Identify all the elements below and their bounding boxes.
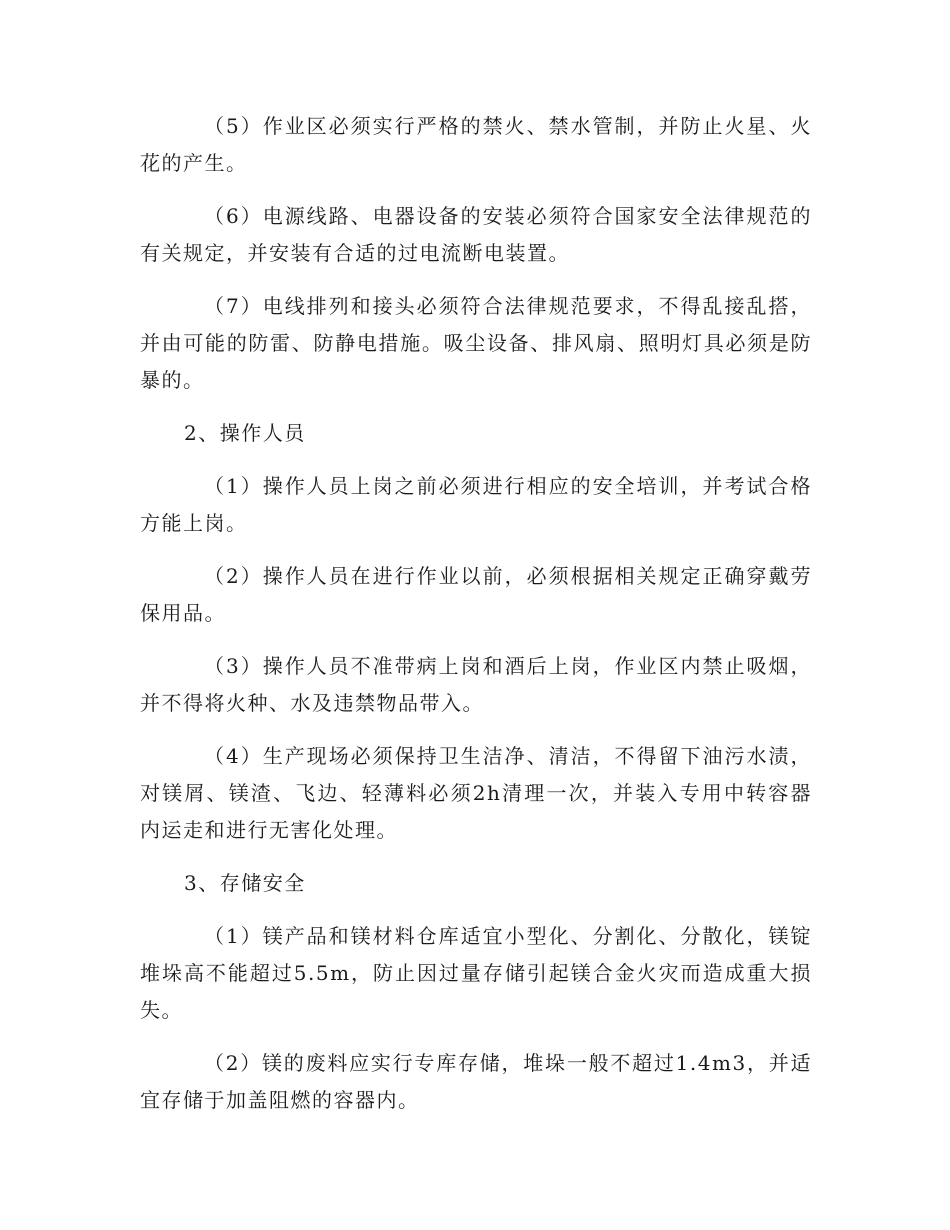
paragraph-item-5: （5）作业区必须实行严格的禁火、禁水管制，并防止火星、火花的产生。 [140,114,812,175]
paragraph-storage-2: （2）镁的废料应实行专库存储，堆垛一般不超过1.4m3，并适宜存储于加盖阻燃的容器内。 [140,1051,812,1112]
document-body [140,108,812,1135]
paragraph-item-7: （7）电线排列和接头必须符合法律规范要求，不得乱接乱搭，并由可能的防雷、防静电措施。吸尘设备、排风扇、照明灯具必须是防暴的。 [140,294,812,392]
paragraph-item-2: （2）操作人员在进行作业以前，必须根据相关规定正确穿戴劳保用品。 [140,564,812,625]
section-heading-storage: 3、存储安全 [184,871,306,895]
paragraph-storage-1: （1）镁产品和镁材料仓库适宜小型化、分割化、分散化，镁锭堆垛高不能超过5.5m，防止因过量存储引起镁合金火灾而造成重大损失。 [140,924,812,1022]
paragraph-item-1: （1）操作人员上岗之前必须进行相应的安全培训，并考试合格方能上岗。 [140,474,812,535]
paragraph-item-6: （6）电源线路、电器设备的安装必须符合国家安全法律规范的有关规定，并安装有合适的过电流断电装置。 [140,204,812,265]
paragraph-item-3: （3）操作人员不准带病上岗和酒后上岗，作业区内禁止吸烟，并不得将火种、水及违禁物品带入。 [140,654,812,715]
section-heading-operators: 2、操作人员 [184,421,306,445]
paragraph-item-4: （4）生产现场必须保持卫生洁净、清洁，不得留下油污水渍，对镁屑、镁渣、飞边、轻薄料必须2h清理一次，并装入专用中转容器内运走和进行无害化处理。 [140,744,812,842]
